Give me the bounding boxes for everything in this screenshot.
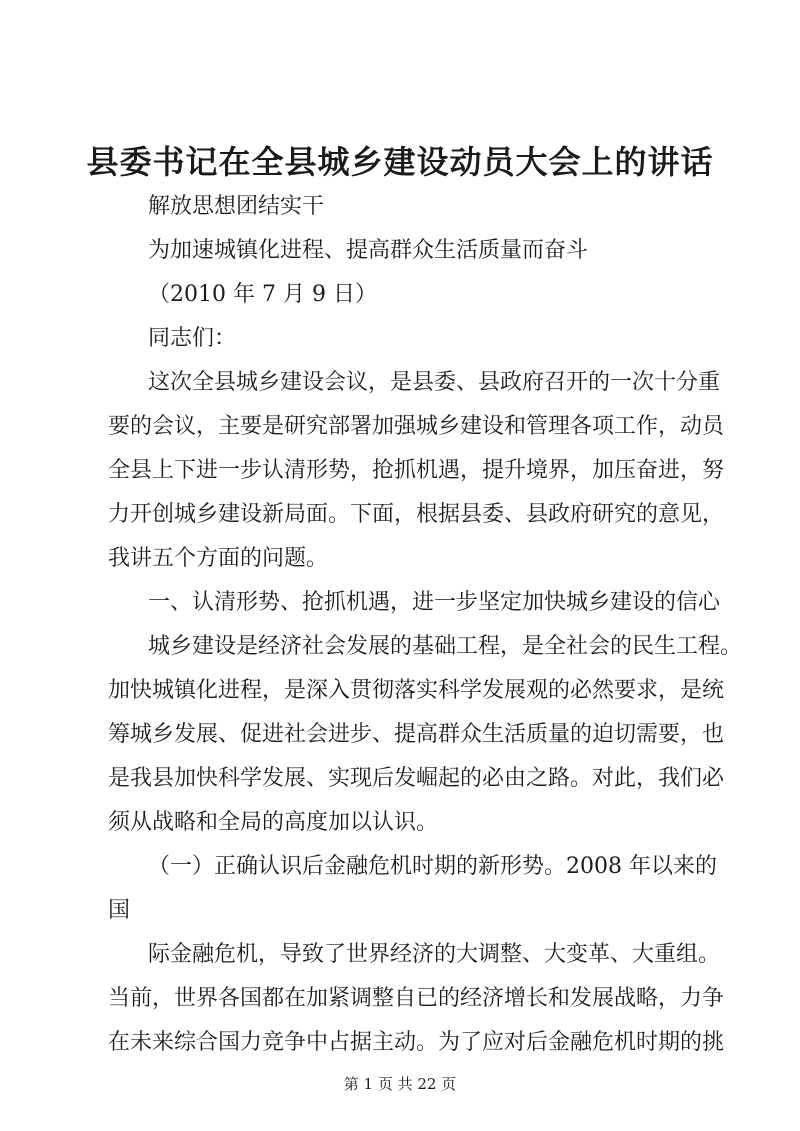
paragraph-line: 这次全县城乡建设会议，是县委、县政府召开的一次十分重 (148, 370, 721, 395)
document-title: 县委书记在全县城乡建设动员大会上的讲话 (86, 143, 714, 181)
paragraph-line: 我讲五个方面的问题。 (108, 546, 329, 571)
paragraph-line: 城乡建设是经济社会发展的基础工程，是全社会的民生工程。 (148, 634, 743, 659)
paragraph-line: 国 (108, 898, 131, 923)
paragraph-line: 际金融危机，导致了世界经济的大调整、大变革、大重组。 (148, 942, 721, 967)
paragraph-line: 全县上下进一步认清形势，抢抓机遇，提升境界，加压奋进，努 (108, 458, 725, 483)
paragraph-line: 加快城镇化进程，是深入贯彻落实科学发展观的必然要求，是统 (108, 678, 725, 703)
paragraph-line: 筹城乡发展、促进社会进步、提高群众生活质量的迫切需要，也 (108, 722, 725, 747)
subtitle-line-2: 为加速城镇化进程、提高群众生活质量而奋斗 (148, 238, 589, 263)
date-line: （2010 年 7 月 9 日） (148, 282, 377, 307)
subsection-heading: （一）正确认识后金融危机时期的新形势。2008 年以来的 (148, 854, 717, 879)
paragraph-line: 力开创城乡建设新局面。下面，根据县委、县政府研究的意见， (108, 502, 725, 527)
paragraph-line: 是我县加快科学发展、实现后发崛起的必由之路。对此，我们必 (108, 766, 725, 791)
page-footer: 第 1 页 共 22 页 (343, 1075, 457, 1093)
salutation-line: 同志们： (148, 326, 237, 351)
section-heading: 一、认清形势、抢抓机遇，进一步坚定加快城乡建设的信心 (148, 590, 721, 615)
paragraph-line: 要的会议，主要是研究部署加强城乡建设和管理各项工作，动员 (108, 414, 725, 439)
subtitle-line-1: 解放思想团结实干 (148, 194, 325, 219)
paragraph-line: 须从战略和全局的高度加以认识。 (108, 810, 439, 835)
paragraph-line: 当前，世界各国都在加紧调整自已的经济增长和发展战略，力争 (108, 986, 725, 1011)
paragraph-line: 在未来综合国力竞争中占据主动。为了应对后金融危机时期的挑 (108, 1030, 725, 1055)
